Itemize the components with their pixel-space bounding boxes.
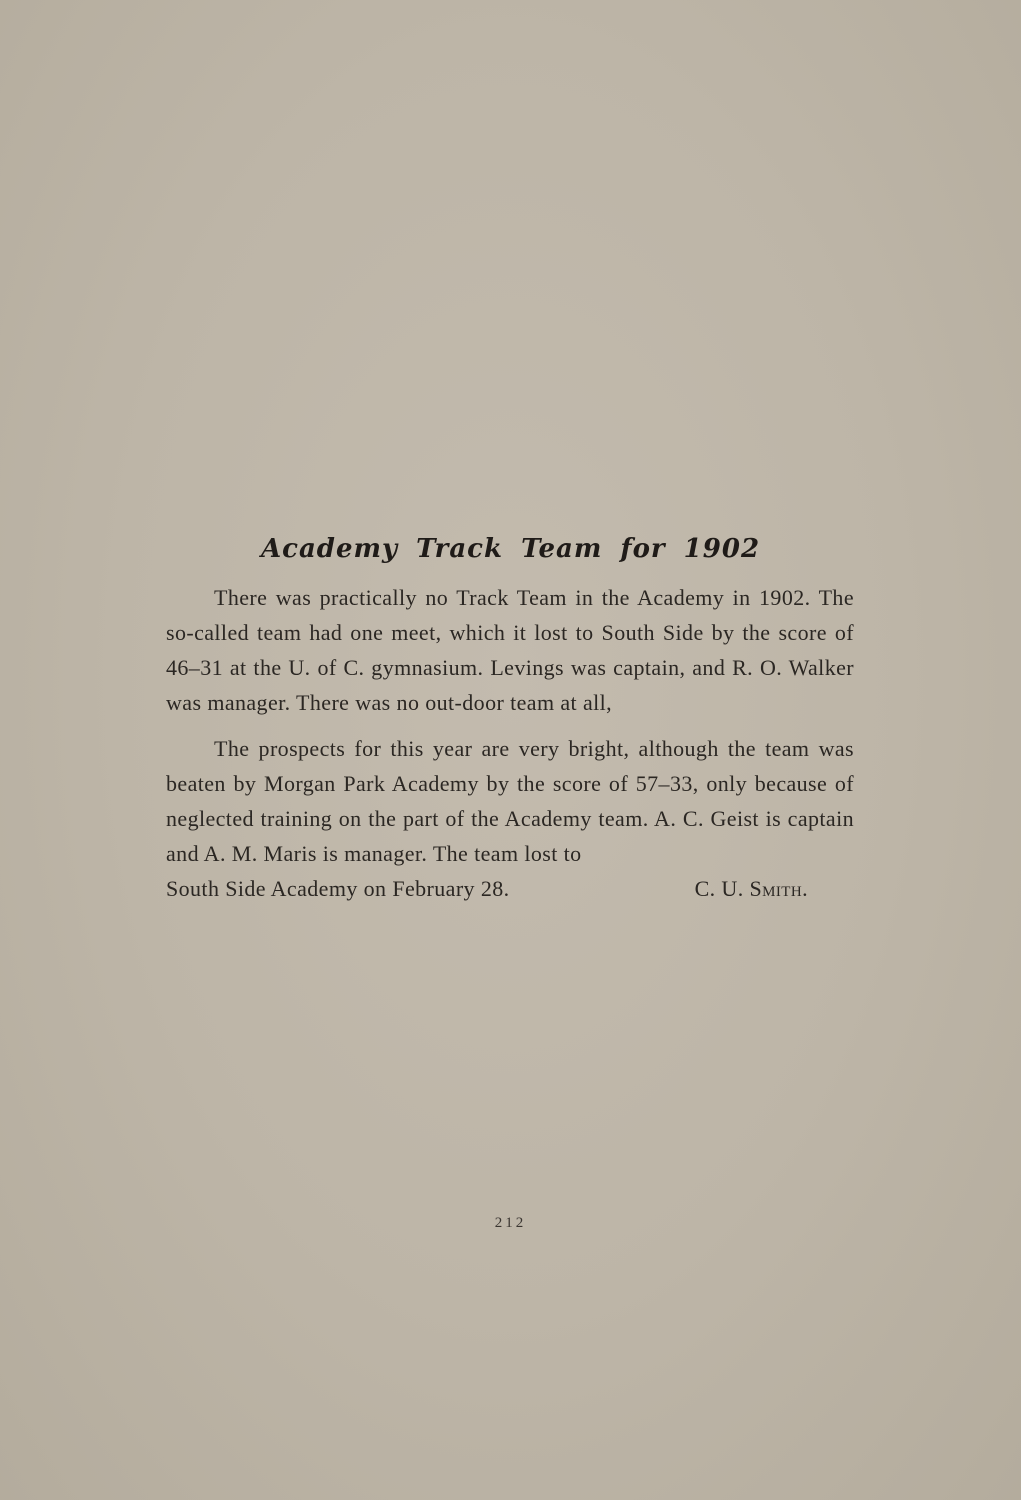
paragraph-1-text: There was practically no Track Team in the Academy in 1902. The so-called team had one meet, which it lost to South Side by the score of 46–31 at the U. of C. gymnasium. Levings was captain, and R. O. Walker was manager. There was no out-door team at all, <box>166 585 854 715</box>
author-signature: C. U. Smith. <box>694 876 808 901</box>
paragraph-2 <box>166 731 854 906</box>
page-number: 212 <box>494 1215 527 1231</box>
paragraph-1 <box>166 580 854 720</box>
page-title: Academy Track Team for 1902 <box>260 534 761 564</box>
paragraph-2-text: The prospects for this year are very bright, although the team was beaten by Morgan Park Academy by the score of 57–33, only because of neglected training on the part of the Academy team. A. C. Geist is captain and A. M. Maris is manager. The team lost to <box>166 736 854 866</box>
paragraph-2-closing-line <box>166 871 854 906</box>
paragraph-2-last-line: South Side Academy on February 28. <box>166 876 510 901</box>
